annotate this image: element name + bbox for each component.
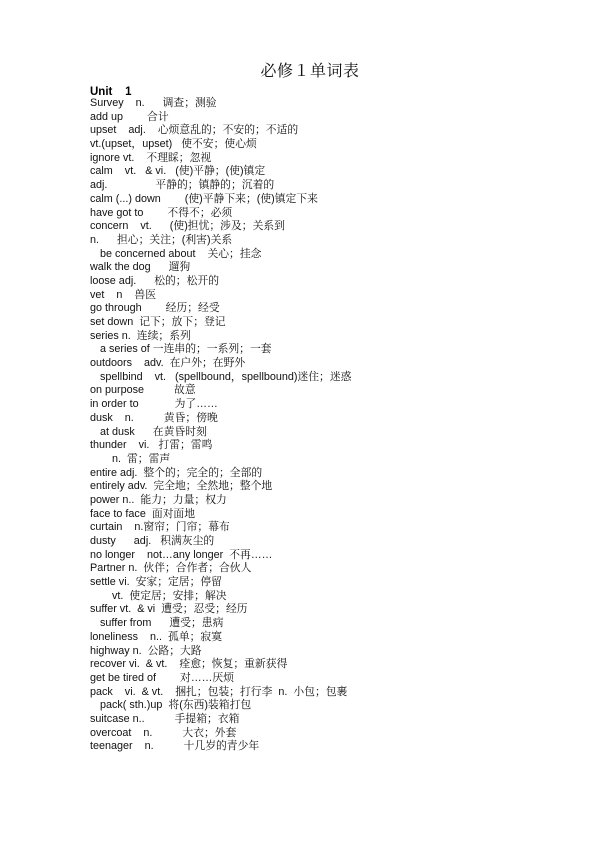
page-title: 必修１单词表 [260, 61, 360, 80]
vocab-entry: suitcase n.. 手提箱；衣箱 [90, 712, 240, 725]
vocab-entry: pack vi. & vt. 捆扎；包装；打行李 n. 小包；包裹 [90, 685, 348, 698]
vocab-entry: pack( sth.)up 将(东西)装箱打包 [100, 699, 252, 712]
vocab-entry: recover vi. & vt. 痊愈；恢复；重新获得 [90, 658, 288, 671]
vocab-entry: entire adj. 整个的；完全的；全部的 [90, 466, 263, 479]
vocab-entry: vt. 使定居；安排；解决 [112, 589, 227, 602]
vocab-entry: on purpose 故意 [90, 384, 196, 397]
vocab-entry: at dusk 在黄昏时刻 [100, 425, 207, 438]
vocab-entry: vt.(upset，upset) 使不安；使心烦 [90, 138, 257, 151]
vocab-entry: ignore vt. 不理睬；忽视 [90, 151, 212, 164]
vocab-entry: series n. 连续；系列 [90, 329, 191, 342]
vocab-entry: vet n 兽医 [90, 288, 156, 301]
vocab-entry: power n.. 能力；力量；权力 [90, 493, 227, 506]
vocabulary-list [90, 97, 570, 754]
vocab-entry: get be tired of 对……厌烦 [90, 671, 235, 684]
vocab-entry: set down 记下；放下；登记 [90, 316, 226, 328]
vocab-entry: suffer vt. & vi 遭受；忍受；经历 [90, 603, 248, 616]
vocab-entry: walk the dog 遛狗 [90, 261, 191, 274]
vocab-entry: concern vt. (使)担忧；涉及；关系到 [90, 220, 285, 233]
vocab-entry: overcoat n. 大衣；外套 [90, 726, 237, 739]
unit-heading: Unit 1 [90, 86, 132, 98]
vocab-entry: outdoors adv. 在户外；在野外 [90, 357, 246, 370]
vocab-entry: be concerned about 关心；挂念 [100, 247, 262, 260]
vocab-entry: no longer not…any longer 不再…… [90, 548, 273, 561]
vocab-entry: Survey n. 调查；测验 [90, 97, 217, 109]
vocab-entry: settle vi. 安家；定居；停留 [90, 576, 222, 589]
vocab-entry: loose adj. 松的；松开的 [90, 274, 219, 287]
vocab-entry: upset adj. 心烦意乱的；不安的；不适的 [90, 124, 299, 137]
vocab-entry: spellbind vt. (spellbound，spellbound)迷住；迷惑 [100, 370, 352, 383]
vocab-entry: calm (...) down (使)平静下来；(使)镇定下来 [90, 192, 318, 205]
vocab-entry: n. 雷；雷声 [112, 452, 171, 465]
vocab-entry: curtain n.窗帘；门帘；幕布 [90, 521, 230, 534]
vocab-entry: Partner n. 伙伴；合作者；合伙人 [90, 562, 252, 575]
vocab-entry: entirely adv. 完全地；全然地；整个地 [90, 480, 273, 493]
vocab-entry: loneliness n.. 孤单；寂寞 [90, 630, 223, 643]
vocab-entry: n. 担心；关注；(利害)关系 [90, 233, 233, 246]
vocab-entry: face to face 面对面地 [90, 507, 196, 520]
vocab-entry: adj. 平静的；镇静的；沉着的 [90, 179, 275, 192]
vocab-entry: have got to 不得不；必须 [90, 206, 233, 219]
vocab-entry: suffer from 遭受；患病 [100, 617, 224, 630]
vocab-entry: calm vt. & vi. (使)平静；(使)镇定 [90, 165, 266, 178]
vocab-entry: highway n. 公路；大路 [90, 644, 202, 657]
vocab-entry: dusty adj. 积满灰尘的 [90, 535, 215, 547]
vocab-entry: add up 合计 [90, 110, 169, 123]
vocab-entry: a series of 一连串的；一系列；一套 [100, 343, 272, 356]
vocab-entry: thunder vi. 打雷；雷鸣 [90, 439, 213, 452]
vocab-entry: go through 经历；经受 [90, 302, 220, 315]
vocab-entry: teenager n. 十几岁的青少年 [90, 740, 260, 753]
vocab-entry: in order to 为了…… [90, 398, 218, 411]
vocab-entry: dusk n. 黄昏；傍晚 [90, 411, 218, 424]
